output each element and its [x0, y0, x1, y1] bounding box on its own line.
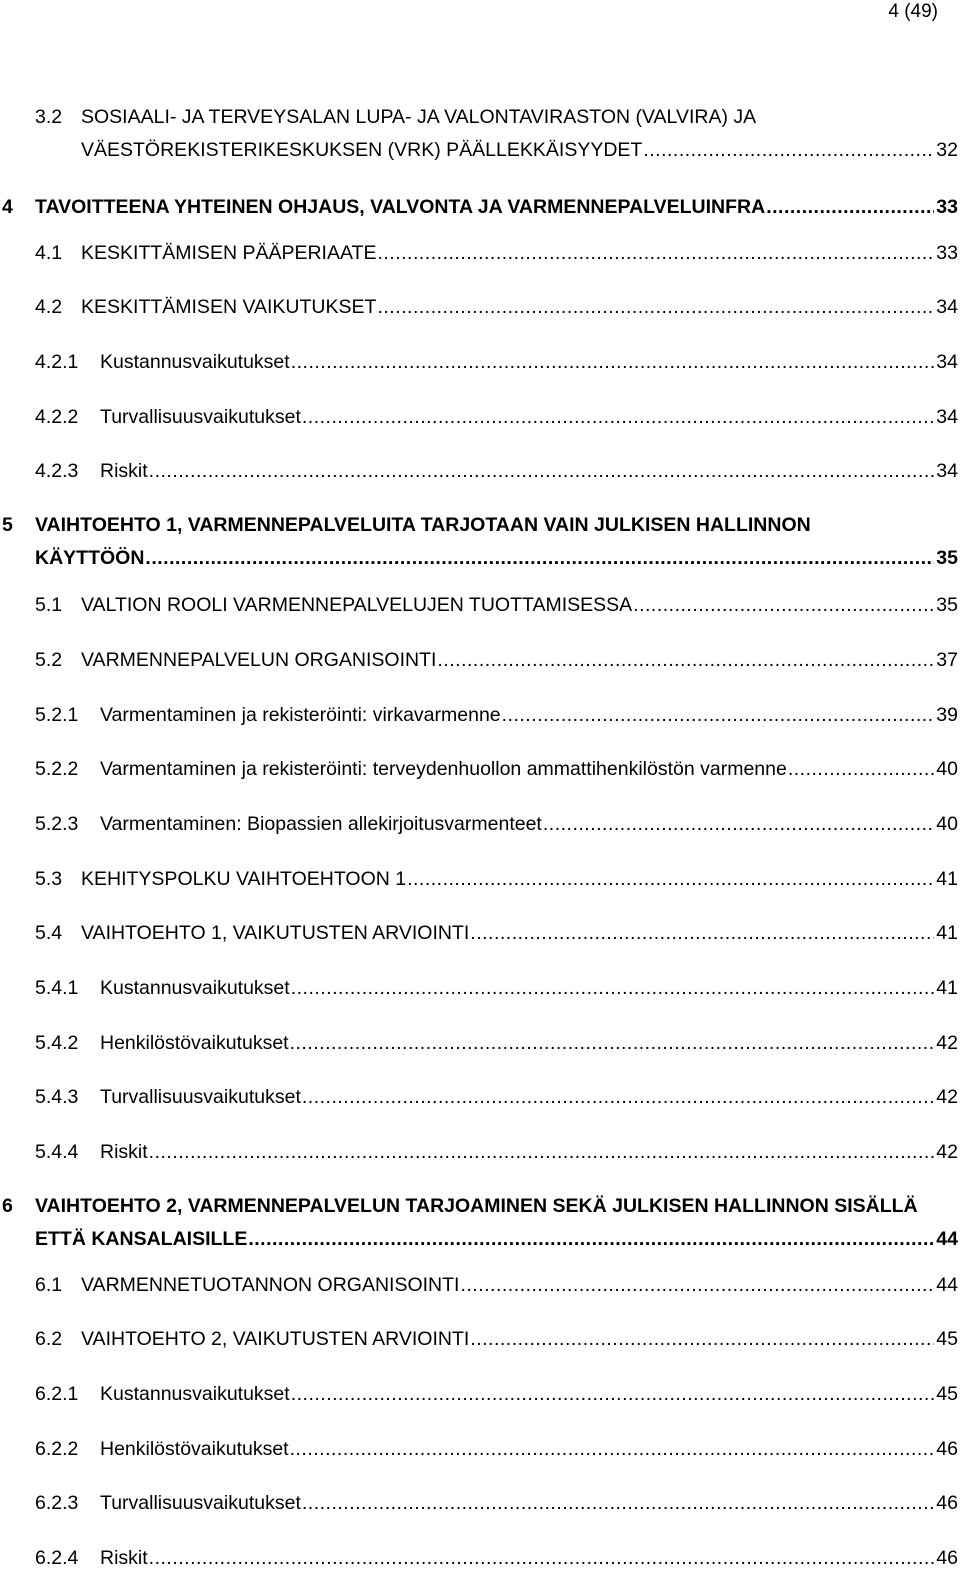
toc-entry-title: Riskit	[100, 1141, 148, 1163]
toc-page-number: 32	[936, 139, 958, 161]
toc-entry-number: 6.2.3	[35, 1492, 79, 1514]
toc-dot-leader	[302, 1490, 934, 1516]
toc-entry-title: Turvallisuusvaikutukset	[100, 1086, 301, 1108]
toc-page-number: 33	[936, 196, 958, 218]
toc-entry-number: 5.2.3	[35, 813, 79, 835]
toc-entry-title: Riskit	[100, 460, 148, 482]
toc-entry-title: Varmentaminen: Biopassien allekirjoitusvarmenteet	[100, 813, 542, 835]
toc-page-number: 40	[936, 813, 958, 835]
toc-page-number: 33	[936, 242, 958, 264]
toc-entry-number: 4.2.2	[35, 406, 79, 428]
toc-entry-number: 5.2.1	[35, 704, 79, 726]
toc-entry-title: Turvallisuusvaikutukset	[100, 1492, 301, 1514]
toc-entry-title: Henkilöstövaikutukset	[100, 1032, 289, 1054]
toc-page-number: 35	[936, 547, 958, 569]
page-number: 4 (49)	[888, 1, 938, 22]
toc-dot-leader	[291, 349, 935, 375]
toc-entry-number: 6.1	[35, 1274, 63, 1296]
toc-entry-title: Henkilöstövaikutukset	[100, 1438, 289, 1460]
toc-entry-number: 5	[2, 514, 13, 536]
toc-page-number: 41	[936, 922, 958, 944]
toc-page-number: 41	[936, 977, 958, 999]
toc-entry-title: Riskit	[100, 1547, 148, 1569]
toc-entry-title: VAIHTOEHTO 1, VAIKUTUSTEN ARVIOINTI	[81, 922, 470, 944]
toc-entry-number: 5.2.2	[35, 758, 79, 780]
toc-entry-title: VÄESTÖREKISTERIKESKUKSEN (VRK) PÄÄLLEKKÄISYYDET	[81, 139, 643, 161]
toc-entry-number: 5.3	[35, 868, 63, 890]
toc-entry-number: 3.2	[35, 106, 63, 128]
toc-entry-title: Varmentaminen ja rekisteröinti: virkavarmenne	[100, 704, 501, 726]
toc-entry-number: 6.2.1	[35, 1383, 79, 1405]
toc-entry-number: 6	[2, 1195, 13, 1217]
toc-entry-title: Kustannusvaikutukset	[100, 351, 290, 373]
toc-entry-title: VAIHTOEHTO 1, VARMENNEPALVELUITA TARJOTAAN VAIN JULKISEN HALLINNON	[35, 514, 811, 536]
toc-dot-leader	[643, 137, 934, 163]
toc-dot-leader	[470, 1326, 934, 1352]
toc-entry-title: VAIHTOEHTO 2, VARMENNEPALVELUN TARJOAMINEN SEKÄ JULKISEN HALLINNON SISÄLLÄ	[35, 1195, 918, 1217]
toc-dot-leader	[291, 1381, 935, 1407]
toc-page-number: 34	[936, 460, 958, 482]
toc-dot-leader	[290, 1030, 935, 1056]
toc-entry-number: 5.4.4	[35, 1141, 79, 1163]
toc-entry-number: 4.1	[35, 242, 63, 264]
toc-entry-number: 6.2	[35, 1328, 63, 1350]
toc-page-number: 34	[936, 296, 958, 318]
toc-entry-title: VARMENNETUOTANNON ORGANISOINTI	[81, 1274, 460, 1296]
toc-page-number: 44	[936, 1274, 958, 1296]
toc-page-number: 42	[936, 1086, 958, 1108]
toc-entry-number: 5.4.1	[35, 977, 79, 999]
toc-page-number: 34	[936, 406, 958, 428]
toc-entry-title: Kustannusvaikutukset	[100, 1383, 290, 1405]
toc-entry-title: VAIHTOEHTO 2, VAIKUTUSTEN ARVIOINTI	[81, 1328, 470, 1350]
toc-entry-number: 4.2.3	[35, 460, 79, 482]
toc-page-number: 44	[936, 1228, 958, 1250]
toc-page-number: 41	[936, 868, 958, 890]
toc-dot-leader	[502, 702, 935, 728]
toc-entry-title: TAVOITTEENA YHTEINEN OHJAUS, VALVONTA JA VARMENNEPALVELUINFRA	[35, 196, 766, 218]
toc-dot-leader	[377, 240, 934, 266]
toc-page-number: 46	[936, 1547, 958, 1569]
toc-dot-leader	[407, 866, 934, 892]
toc-entry-number: 6.2.2	[35, 1438, 79, 1460]
toc-dot-leader	[437, 647, 934, 673]
toc-page-number: 45	[936, 1328, 958, 1350]
toc-entry-title: Turvallisuusvaikutukset	[100, 406, 301, 428]
toc-entry-number: 5.4.3	[35, 1086, 79, 1108]
toc-page-number: 40	[936, 758, 958, 780]
toc-entry-number: 5.4	[35, 922, 63, 944]
toc-entry-title: KÄYTTÖÖN	[35, 547, 145, 569]
toc-dot-leader	[248, 1226, 934, 1252]
toc-dot-leader	[302, 1084, 934, 1110]
toc-entry-number: 5.4.2	[35, 1032, 79, 1054]
toc-page-number: 37	[936, 649, 958, 671]
toc-dot-leader	[149, 458, 935, 484]
toc-dot-leader	[543, 811, 934, 837]
toc-dot-leader	[460, 1272, 934, 1298]
toc-dot-leader	[633, 592, 934, 618]
toc-dot-leader	[149, 1139, 935, 1165]
toc-dot-leader	[290, 1436, 935, 1462]
toc-dot-leader	[149, 1545, 935, 1571]
toc-entry-title: VARMENNEPALVELUN ORGANISOINTI	[81, 649, 437, 671]
toc-page-number: 42	[936, 1141, 958, 1163]
toc-page-number: 46	[936, 1438, 958, 1460]
toc-entry-title: KEHITYSPOLKU VAIHTOEHTOON 1	[81, 868, 407, 890]
toc-entry-title: Kustannusvaikutukset	[100, 977, 290, 999]
toc-dot-leader	[145, 545, 934, 571]
toc-page-number: 34	[936, 351, 958, 373]
toc-dot-leader	[470, 920, 934, 946]
toc-page-number: 39	[936, 704, 958, 726]
toc-entry-number: 4.2.1	[35, 351, 79, 373]
toc-entry-title: VALTION ROOLI VARMENNEPALVELUJEN TUOTTAMISESSA	[81, 594, 633, 616]
toc-page-number: 46	[936, 1492, 958, 1514]
toc-page-number: 35	[936, 594, 958, 616]
toc-entry-number: 4	[2, 196, 13, 218]
toc-dot-leader	[766, 194, 934, 220]
toc-entry-title: SOSIAALI- JA TERVEYSALAN LUPA- JA VALONTAVIRASTON (VALVIRA) JA	[81, 106, 757, 128]
toc-page-number: 45	[936, 1383, 958, 1405]
toc-entry-title: ETTÄ KANSALAISILLE	[35, 1228, 248, 1250]
toc-dot-leader	[302, 404, 934, 430]
toc-entry-title: Varmentaminen ja rekisteröinti: terveydenhuollon ammattihenkilöstön varmenne	[100, 758, 787, 780]
toc-entry-number: 6.2.4	[35, 1547, 79, 1569]
toc-dot-leader	[788, 756, 934, 782]
toc-entry-number: 4.2	[35, 296, 63, 318]
toc-entry-number: 5.2	[35, 649, 63, 671]
toc-dot-leader	[377, 294, 934, 320]
toc-page-number: 42	[936, 1032, 958, 1054]
toc-entry-title: KESKITTÄMISEN VAIKUTUKSET	[81, 296, 377, 318]
toc-entry-number: 5.1	[35, 594, 63, 616]
toc-dot-leader	[291, 975, 935, 1001]
toc-entry-title: KESKITTÄMISEN PÄÄPERIAATE	[81, 242, 377, 264]
